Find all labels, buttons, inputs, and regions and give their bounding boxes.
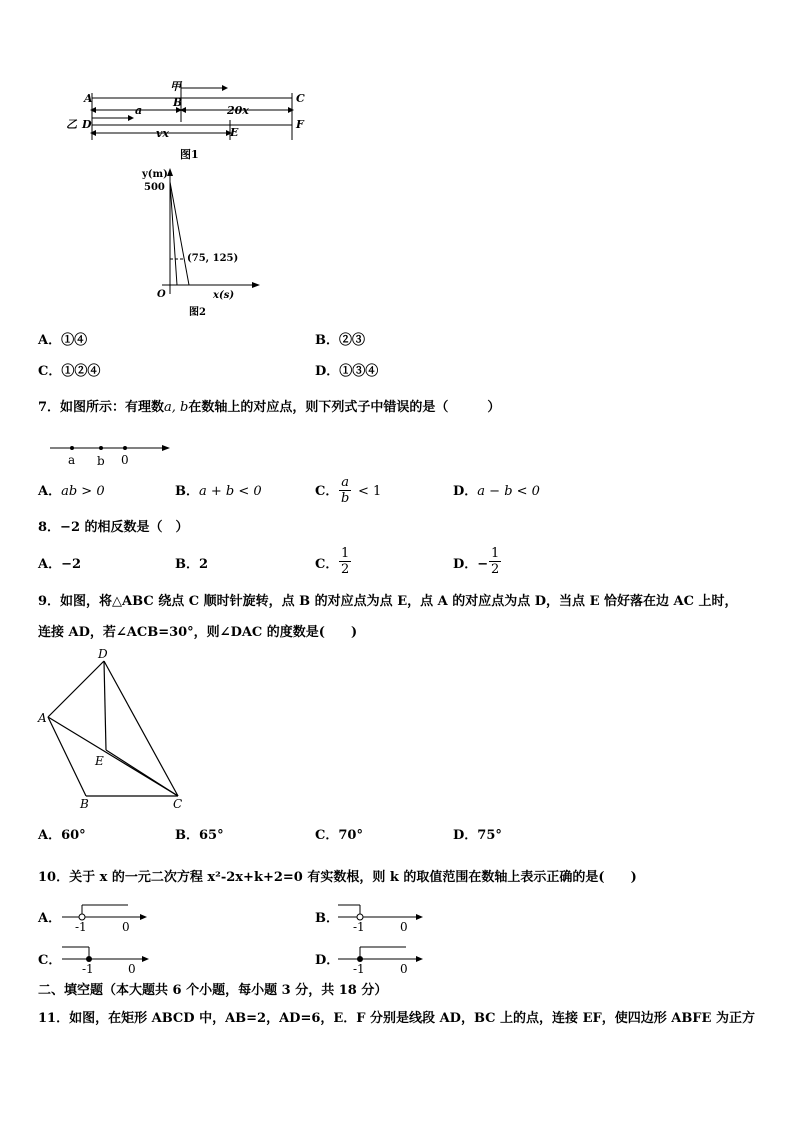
q9-label-a: A bbox=[38, 711, 47, 725]
fig1-label-b-point: B bbox=[173, 96, 183, 109]
q10-number-line-d bbox=[336, 942, 426, 976]
q10-number-line-a bbox=[60, 900, 150, 934]
q8-option-c[interactable]: C． bbox=[315, 557, 339, 572]
fig1-label-d-point: D bbox=[82, 118, 92, 131]
q9-label-b: B bbox=[80, 797, 89, 811]
q9-label-d: D bbox=[98, 647, 108, 661]
q7-option-b[interactable]: B．a + b < 0 bbox=[175, 484, 262, 499]
fig1-yi: 乙 bbox=[66, 118, 77, 131]
svg-text:0: 0 bbox=[400, 962, 408, 976]
fig1-caption: 图1 bbox=[180, 148, 199, 161]
q7-axis-a: a bbox=[68, 453, 76, 467]
svg-text:0: 0 bbox=[128, 962, 136, 976]
q9-stem-line1: 9．如图，将△ABC 绕点 C 顺时针旋转，点 B 的对应点为点 E，点 A 的对应点为点 D，当点 E 恰好落在边 AC 上时， bbox=[38, 594, 738, 609]
q9-option-a[interactable]: A．60° bbox=[38, 828, 86, 843]
fig1-label-a: a bbox=[135, 104, 143, 117]
fig1-jia: 甲 bbox=[170, 80, 181, 93]
fig1-label-f-point: F bbox=[296, 118, 304, 131]
q7-axis-b: b bbox=[97, 454, 105, 468]
svg-text:-1: -1 bbox=[82, 962, 94, 976]
q7-option-c-rest: < 1 bbox=[358, 484, 382, 499]
fig1-label-vx: vx bbox=[156, 127, 169, 140]
q7-option-c[interactable]: C． bbox=[315, 484, 339, 499]
fig1-label-c-point: C bbox=[296, 92, 305, 105]
q9-label-c: C bbox=[173, 797, 183, 811]
q7-axis-0: 0 bbox=[121, 453, 129, 467]
figure-2 bbox=[140, 164, 270, 318]
q10-option-b[interactable]: B． bbox=[315, 911, 339, 926]
fig2-xlabel: x(s) bbox=[213, 290, 235, 301]
figure-1 bbox=[60, 78, 320, 164]
fig2-ylabel: y(m) bbox=[142, 169, 168, 180]
fig2-origin: O bbox=[157, 289, 166, 300]
q6-option-a[interactable]: A．①④ bbox=[38, 333, 88, 348]
q10-option-d[interactable]: D． bbox=[315, 953, 340, 968]
q8-stem: 8．−2 的相反数是（ ） bbox=[38, 520, 189, 535]
q7-number-line bbox=[48, 438, 173, 468]
fig2-caption: 图2 bbox=[189, 307, 206, 318]
fig1-label-e-point: E bbox=[230, 126, 239, 139]
svg-text:-1: -1 bbox=[353, 962, 365, 976]
svg-text:-1: -1 bbox=[353, 920, 365, 934]
q9-figure bbox=[34, 644, 204, 814]
fig1-label-20x: 20x bbox=[227, 104, 249, 117]
q10-number-line-b bbox=[336, 900, 426, 934]
q9-option-b[interactable]: B．65° bbox=[175, 828, 224, 843]
q6-option-b[interactable]: B．②③ bbox=[315, 333, 366, 348]
svg-text:0: 0 bbox=[122, 920, 130, 934]
q6-option-d[interactable]: D．①③④ bbox=[315, 364, 379, 379]
fig2-point-label: (75, 125) bbox=[187, 253, 239, 264]
q9-option-c[interactable]: C．70° bbox=[315, 828, 363, 843]
q6-option-c[interactable]: C．①②④ bbox=[38, 364, 101, 379]
svg-text:-1: -1 bbox=[75, 920, 87, 934]
q7-stem: 7．如图所示：有理数a, b在数轴上的对应点，则下列式子中错误的是（ ） bbox=[38, 400, 501, 415]
q10-stem: 10．关于 x 的一元二次方程 x²-2x+k+2=0 有实数根，则 k 的取值范围在数轴上表示正确的是( ) bbox=[38, 870, 637, 885]
q8-option-d[interactable]: D．− bbox=[453, 557, 489, 572]
svg-text:0: 0 bbox=[400, 920, 408, 934]
q9-option-d[interactable]: D．75° bbox=[453, 828, 502, 843]
q8-option-c-fraction: $\frac{1}{2}$ bbox=[341, 546, 350, 577]
q9-label-e: E bbox=[95, 754, 104, 768]
q8-option-b[interactable]: B．2 bbox=[175, 557, 209, 572]
q7-option-d[interactable]: D．a − b < 0 bbox=[453, 484, 540, 499]
q9-stem-line2: 连接 AD，若∠ACB=30°，则∠DAC 的度数是( ) bbox=[38, 625, 358, 640]
q10-option-c[interactable]: C． bbox=[38, 953, 62, 968]
q10-number-line-c bbox=[60, 942, 152, 976]
q8-option-d-fraction: $\frac{1}{2}$ bbox=[491, 546, 500, 577]
q8-option-a[interactable]: A．−2 bbox=[38, 557, 82, 572]
q11-stem: 11．如图，在矩形 ABCD 中，AB=2，AD=6，E．F 分别是线段 AD，BC 上的点，连接 EF，使四边形 ABFE 为正方 bbox=[38, 1011, 755, 1026]
section-2-heading: 二、填空题（本大题共 6 个小题，每小题 3 分，共 18 分） bbox=[38, 983, 388, 998]
fig1-label-a-point: A bbox=[84, 92, 93, 105]
q10-option-a[interactable]: A． bbox=[38, 911, 62, 926]
q7-option-a[interactable]: A．ab > 0 bbox=[38, 484, 105, 499]
fig2-y500: 500 bbox=[144, 182, 165, 193]
q7-option-c-fraction: $\frac{a}{b}$ bbox=[341, 475, 350, 506]
